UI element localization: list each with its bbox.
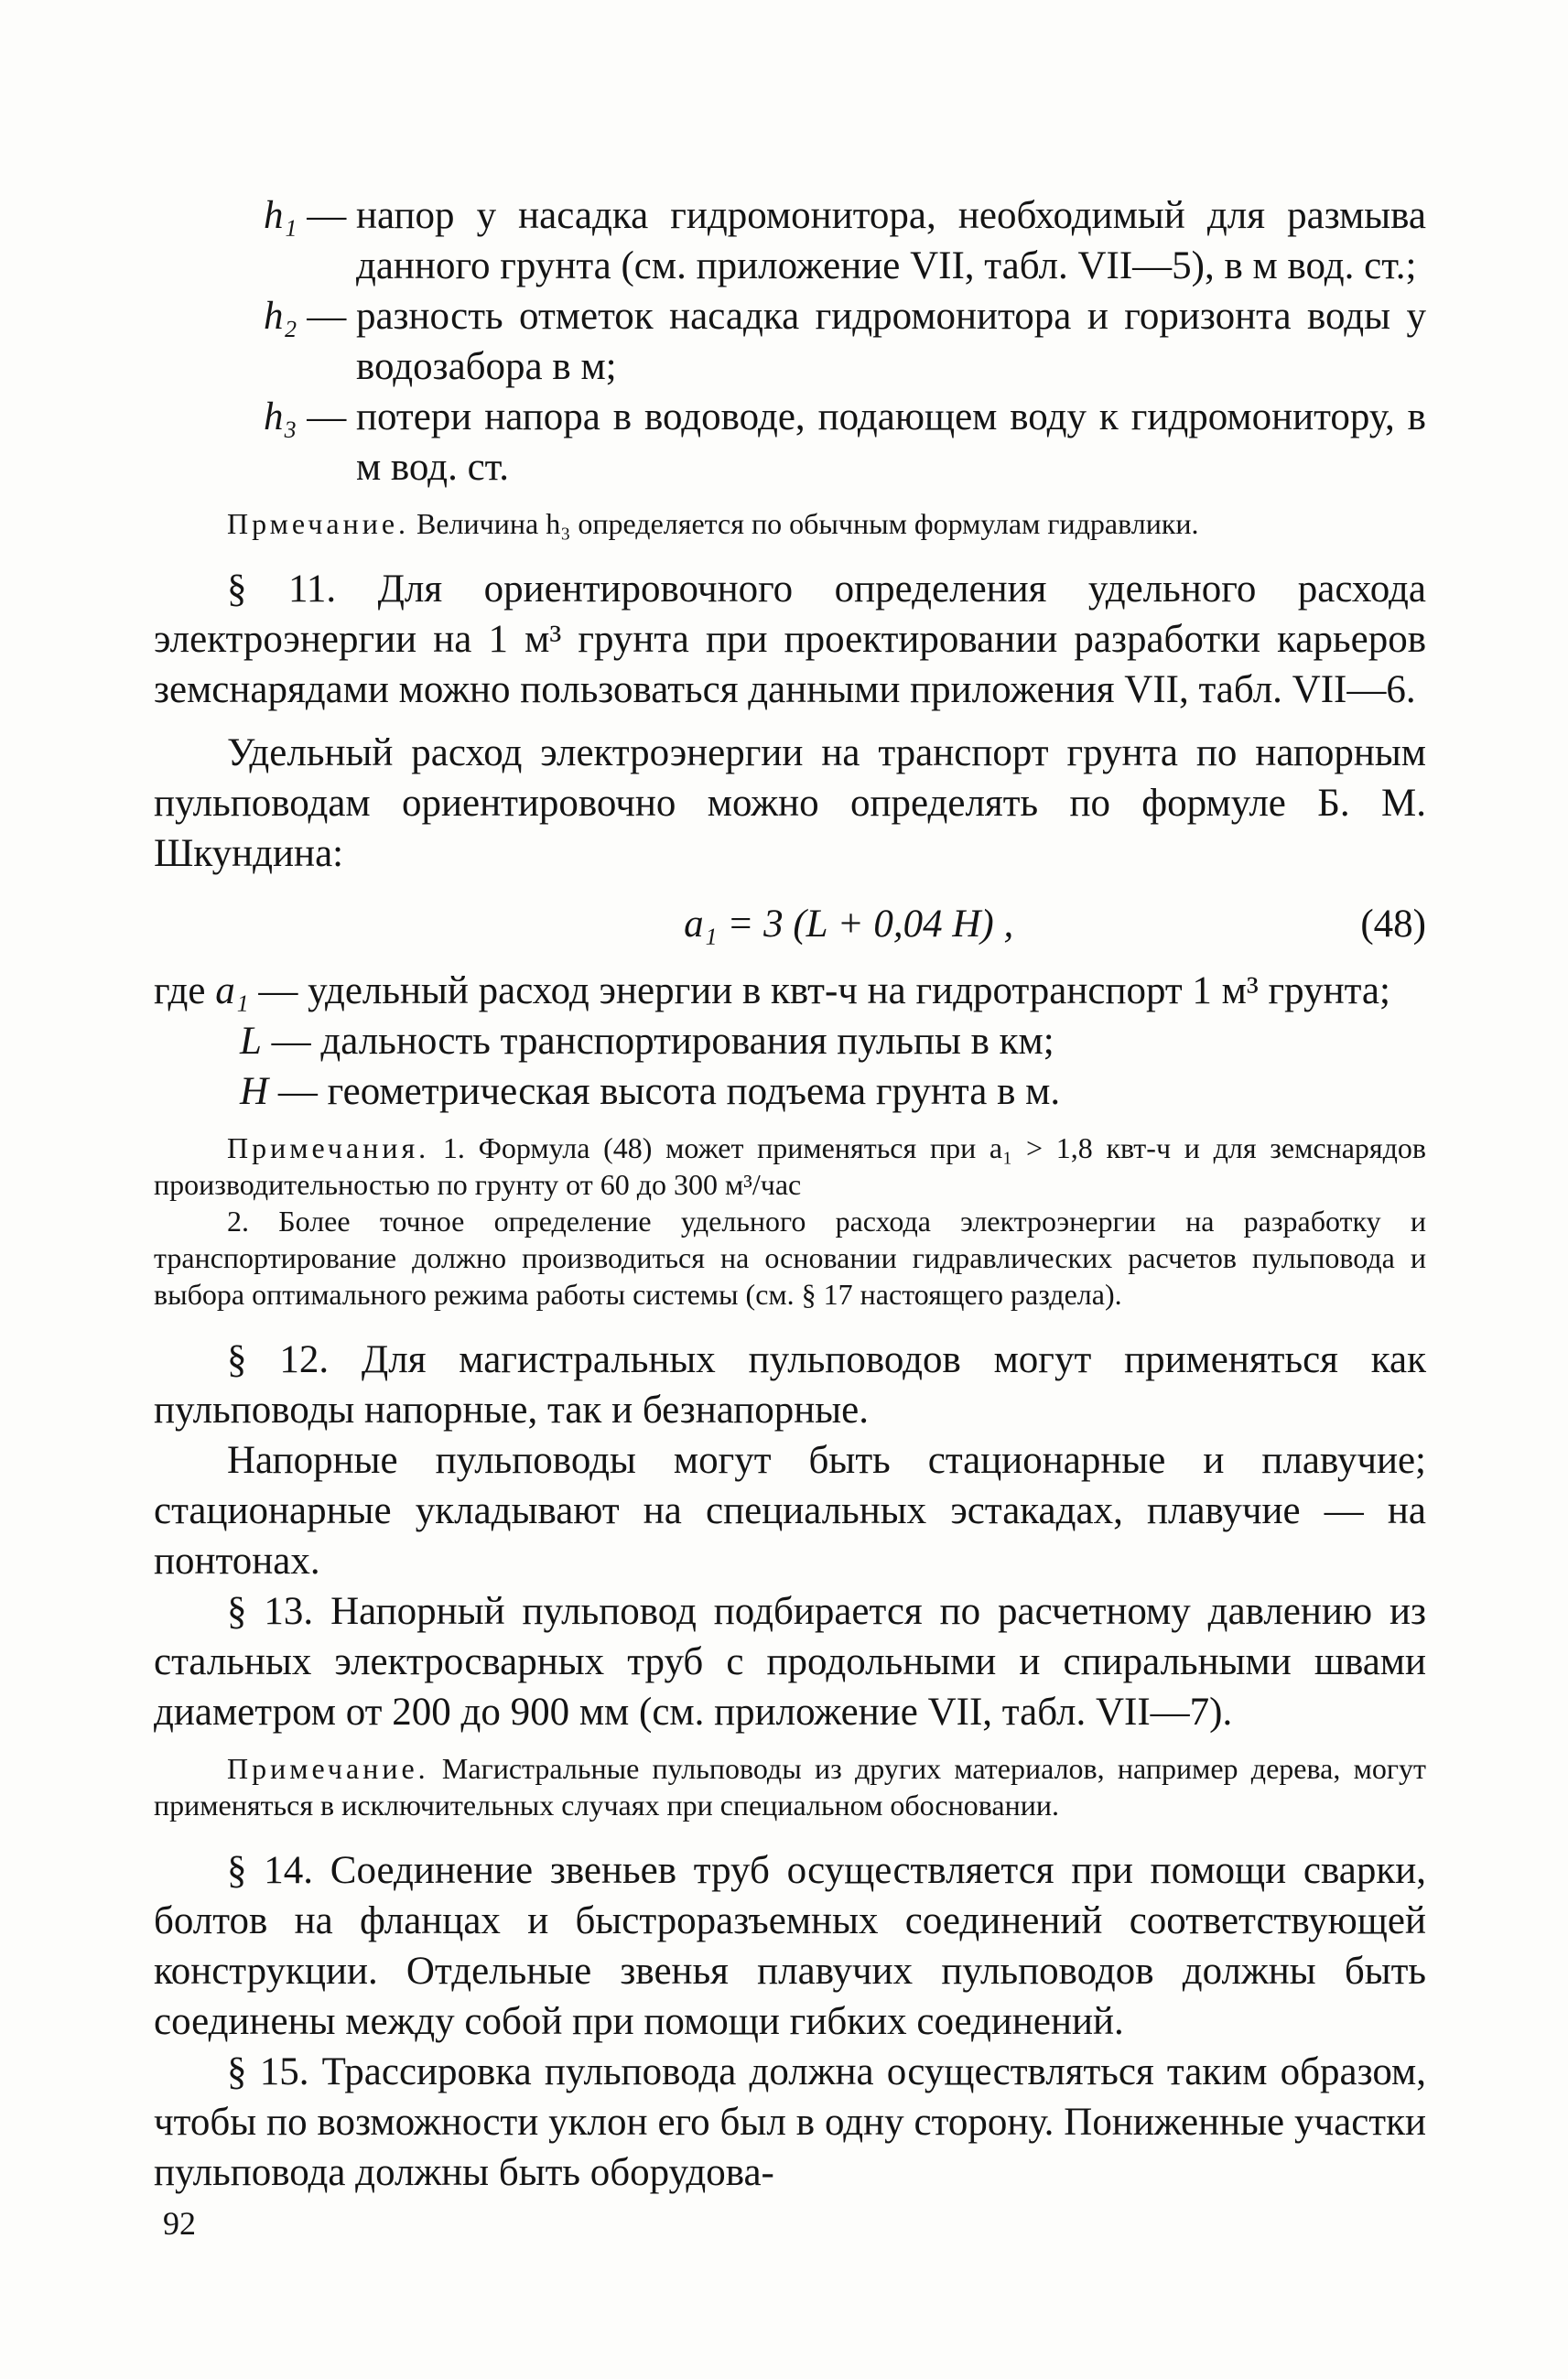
definition-h3: h₃ — потери напора в водоводе, подающем воду к гидромонитору, в м вод. ст. <box>154 392 1426 492</box>
paragraph-specific-consumption: Удельный расход электроэнергии на транспорт грунта по напорным пульповодам ориентировочно можно определять по формуле Б. М. Шкундина: <box>154 731 1426 875</box>
note-1-label: Прмечание. <box>227 507 410 540</box>
notes-2-item-1 <box>154 1130 1426 1203</box>
symbol-h3: h₃ <box>264 395 297 438</box>
formula-expression: a₁ = 3 (L + 0,04 H) , <box>684 903 1014 946</box>
where-word: где <box>154 969 206 1012</box>
definition-h2-text: разность отметок насадка гидромонитора и горизонта воды у водозабора в м; <box>355 295 1426 388</box>
formula-definitions <box>154 966 1426 1016</box>
paragraph-12: § 12. Для магистральных пульповодов могут применяться как пульповоды напорные, так и безнапорные. <box>154 1338 1426 1432</box>
symbol-h2: h₂ <box>264 295 297 338</box>
definition-H-text: геометрическая высота подъема грунта в м. <box>327 1070 1061 1113</box>
definition-L: L — дальность транспортирования пульпы в км; <box>240 1016 1426 1066</box>
note-3-text: Магистральные пульповоды из других материалов, например дерева, могут применяться в исключительных случаях при специальном обосновании. <box>154 1752 1427 1822</box>
notes-2-item-2: 2. Более точное определение удельного расхода электроэнергии на разработку и транспортирование должно производиться на основании гидравлических расчетов пульповода и выбора оптимального режима работы системы (см. § 17 настоящего раздела). <box>154 1205 1426 1311</box>
note-3-label: Примечание. <box>227 1752 429 1785</box>
paragraph-14: § 14. Соединение звеньев труб осуществляется при помощи сварки, болтов на фланцах и быстроразъемных соединений соответствующей конструкции. Отдельные звенья плавучих пульповодов должны быть соединены между собой при помощи гибких соединений. <box>154 1849 1426 2043</box>
note-1 <box>154 505 1426 542</box>
symbol-a1: a₁ <box>215 969 249 1012</box>
definition-L-text: дальность транспортирования пульпы в км; <box>320 1020 1054 1063</box>
notes-2-label: Примечания. <box>227 1131 430 1164</box>
paragraph-13: § 13. Напорный пульповод подбирается по расчетному давлению из стальных электросварных труб с продольными и спиральными швами диаметром от 200 до 900 мм (см. приложение VII, табл. VII—7). <box>154 1590 1426 1734</box>
definition-a1: a₁ — удельный расход энергии в квт-ч на гидротранспорт 1 м³ грунта; <box>215 966 1426 1016</box>
paragraph-11: § 11. Для ориентировочного определения удельного расхода электроэнергии на 1 м³ грунта при проектировании разработки карьеров земснарядами можно пользоваться данными приложения VII, табл. VII—6. <box>154 568 1426 711</box>
note-1-text: Величина h₃ определяется по обычным формулам гидравлики. <box>416 507 1199 540</box>
definition-h1-text: напор у насадка гидромонитора, необходимый для размыва данного грунта (см. приложение VII, табл. VII—5), в м вод. ст.; <box>355 194 1426 287</box>
formula-48 <box>154 899 1426 949</box>
page-body <box>154 190 1426 2198</box>
page-number: 92 <box>163 2205 196 2242</box>
symbol-H: H <box>240 1070 269 1113</box>
symbol-h1: h₁ <box>264 194 297 237</box>
definition-h2: h₂ — разность отметок насадка гидромонитора и горизонта воды у водозабора в м; <box>154 291 1426 392</box>
notes-2-item-1-text: 1. Формула (48) может применяться при a₁ > 1,8 квт-ч и для земснарядов производительностью по грунту от 60 до 300 м³/час <box>154 1131 1427 1201</box>
note-3 <box>154 1750 1426 1823</box>
definition-h3-text: потери напора в водоводе, подающем воду к гидромонитору, в м вод. ст. <box>355 395 1426 489</box>
definition-a1-text: удельный расход энергии в квт-ч на гидротранспорт 1 м³ грунта; <box>308 969 1390 1012</box>
paragraph-15: § 15. Трассировка пульповода должна осуществляться таким образом, чтобы по возможности уклон его был в одну сторону. Пониженные участки пульповода должны быть оборудова- <box>154 2050 1426 2194</box>
definition-H: H — геометрическая высота подъема грунта в м. <box>240 1066 1426 1117</box>
definition-h1: h₁ — напор у насадка гидромонитора, необходимый для размыва данного грунта (см. приложение VII, табл. VII—5), в м вод. ст.; <box>154 190 1426 291</box>
symbol-L: L <box>240 1020 262 1063</box>
formula-number: (48) <box>1360 903 1426 946</box>
paragraph-pressure-pipelines: Напорные пульповоды могут быть стационарные и плавучие; стационарные укладывают на специальных эстакадах, плавучие — на понтонах. <box>154 1439 1426 1583</box>
